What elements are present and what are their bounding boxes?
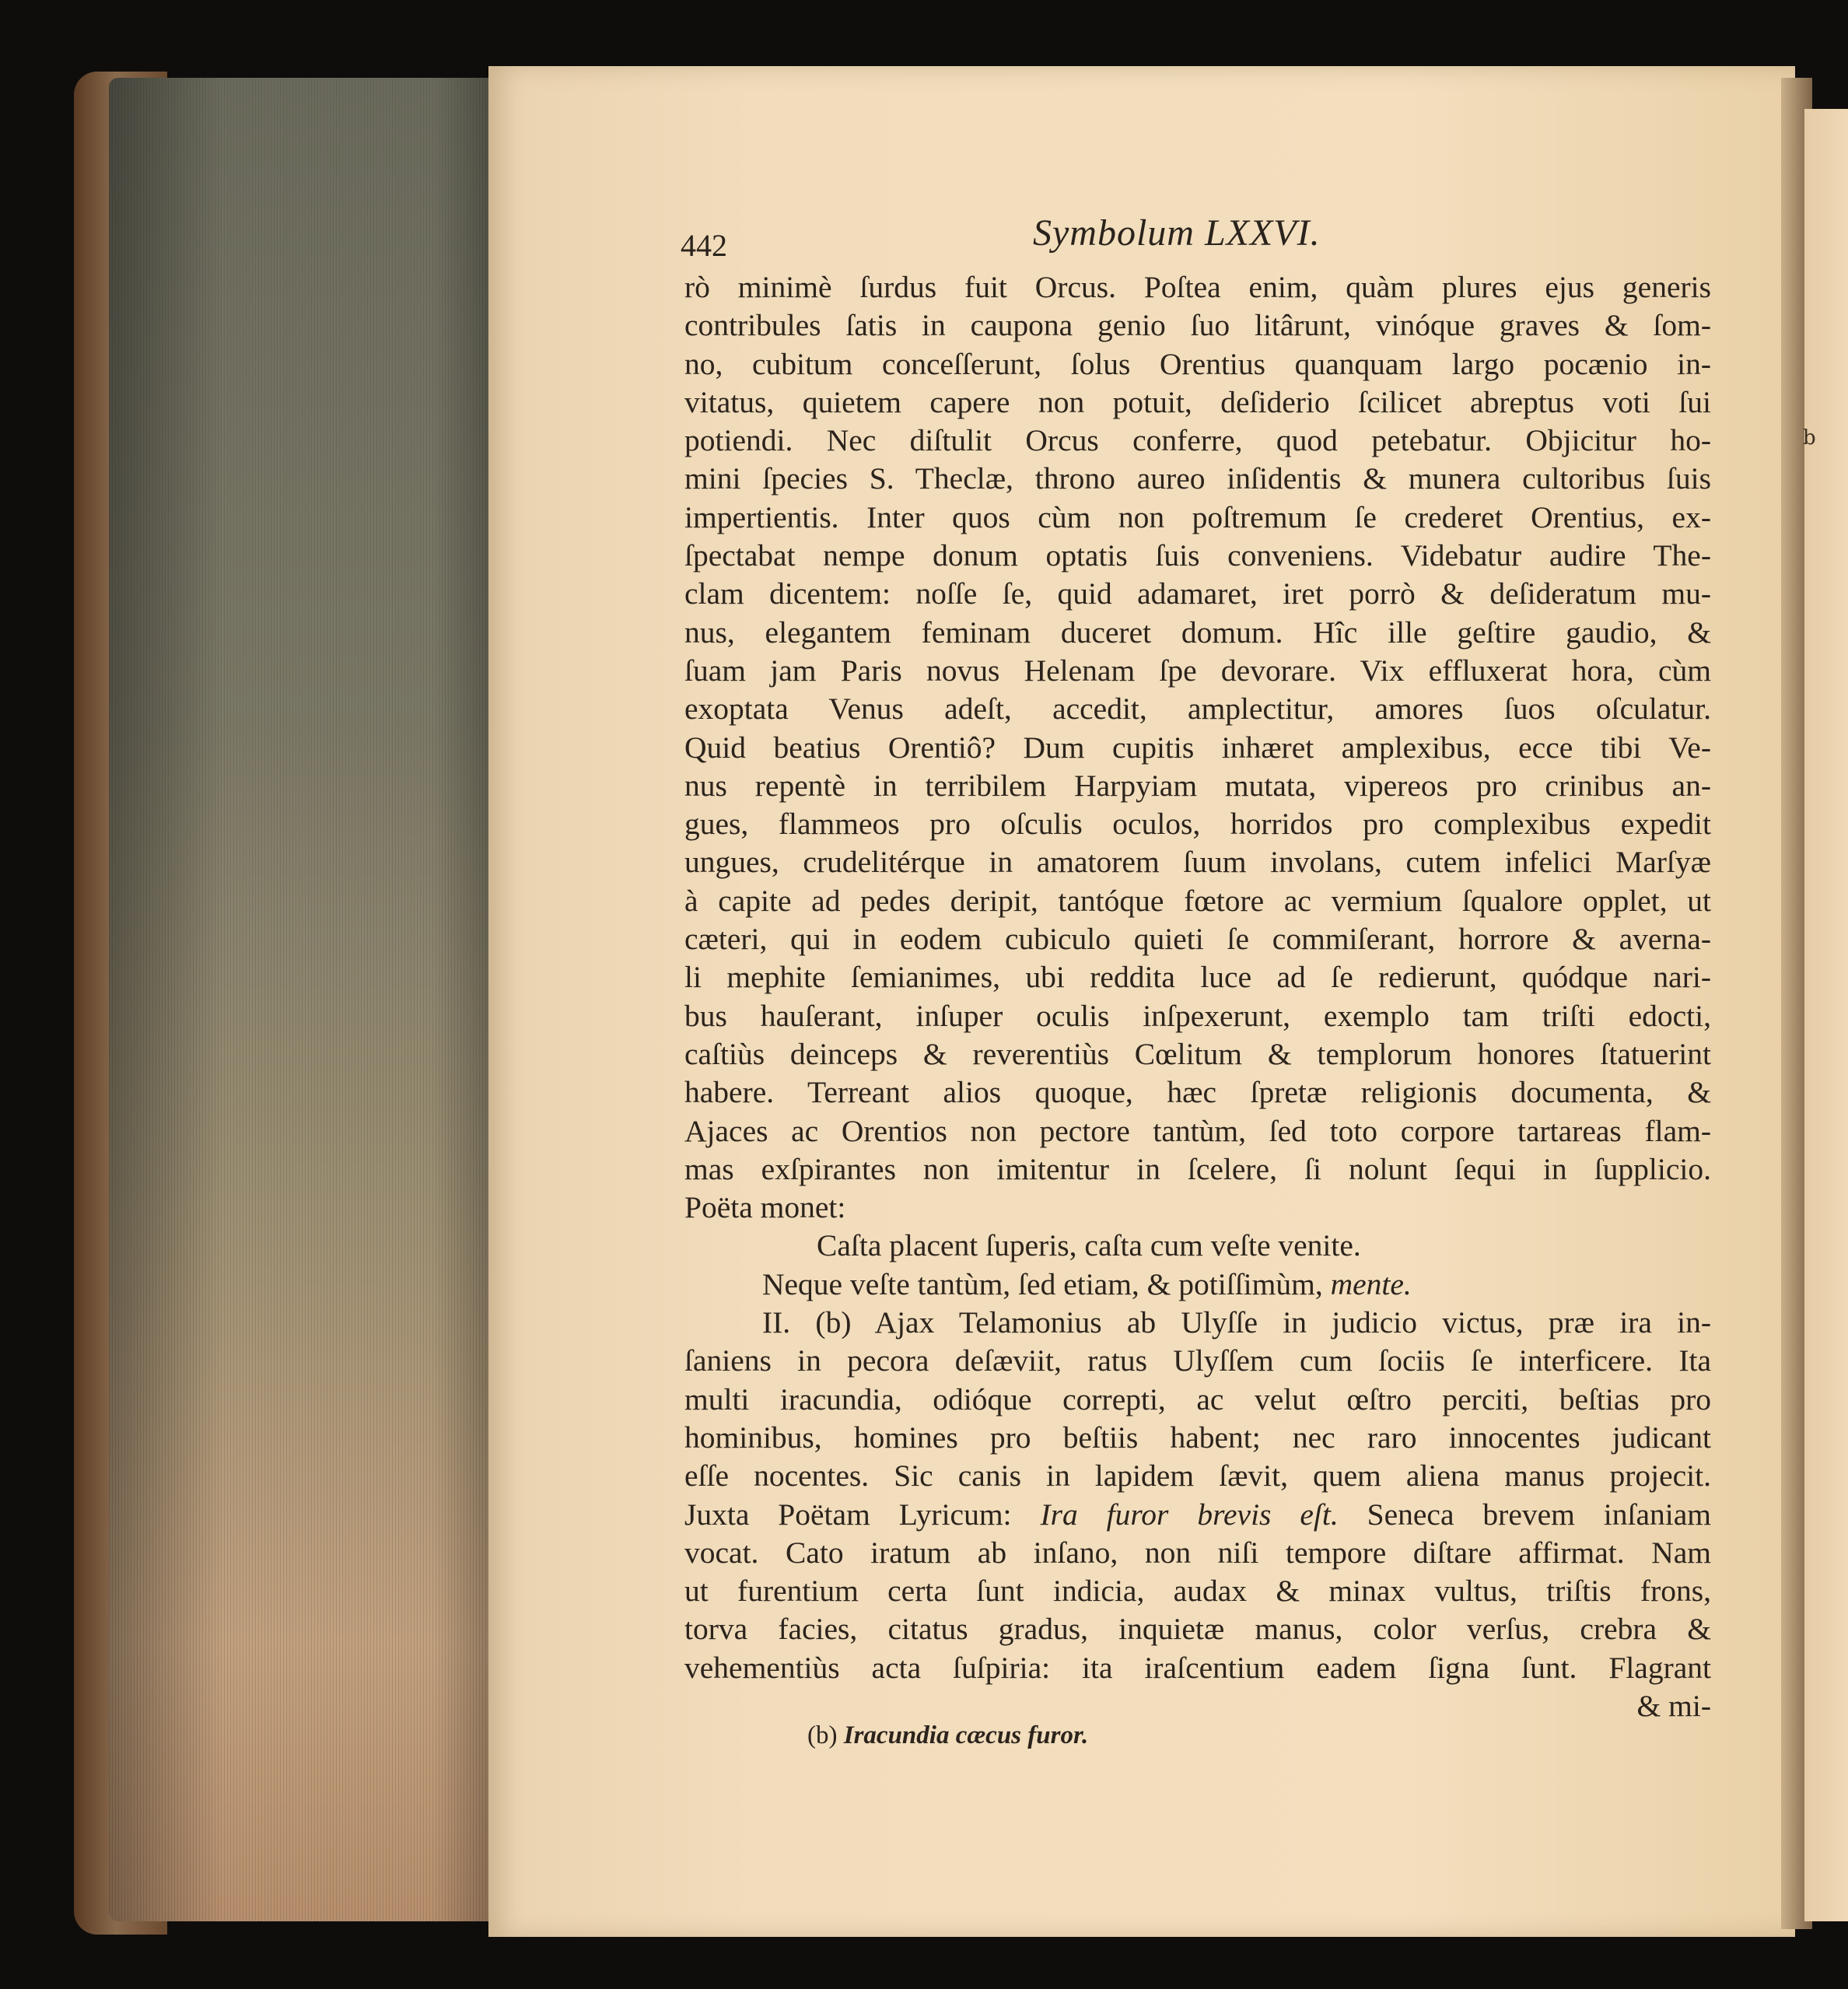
running-head: Symbolum LXXVI. [1033, 212, 1321, 254]
text-line: mas exſpirantes non imitentur in ſcelere, ſi nolunt ſequi in ſupplicio. [684, 1151, 1711, 1186]
page-number: 442 [681, 228, 727, 263]
footnote-text: Iracundia cæcus furor. [843, 1721, 1089, 1749]
text-line: ſpectabat nempe donum optatis ſuis conveniens. Videbatur audire The- [684, 538, 1711, 573]
page-edges-shadow [109, 78, 490, 1921]
text-line: exoptata Venus adeſt, accedit, amplectitur, amores ſuos oſculatur. [684, 692, 1711, 727]
text-line: gues, flammeos pro oſculis oculos, horridos pro complexibus expedit [684, 807, 1711, 842]
text-segment: Seneca brevem inſaniam [1338, 1497, 1712, 1532]
text-line: li mephite ſemianimes, ubi reddita luce ad ſe redierunt, quódque nari- [684, 960, 1711, 995]
text-line: vehementiùs acta ſuſpiria: ita iraſcentium eadem ſigna ſunt. Flagrant [684, 1650, 1711, 1685]
text-line [684, 1266, 1711, 1304]
text-line: Quid beatius Orentiô? Dum cupitis inhæret amplexibus, ecce tibi Ve- [684, 730, 1711, 765]
text-line: no, cubitum conceſſerunt, ſolus Orentius quanquam largo pocænio in- [684, 346, 1711, 381]
text-line: ut furentium certa ſunt indicia, audax & minax vultus, triſtis frons, [684, 1574, 1711, 1609]
text-line: rò minimè ſurdus fuit Orcus. Poſtea enim, quàm plures ejus generis [684, 270, 1711, 304]
text-line: nus, elegantem feminam duceret domum. Hîc ille geſtire gaudio, & [684, 615, 1711, 650]
text-line: ungues, crudelitérque in amatorem ſuum involans, cutem infelici Marſyæ [684, 845, 1711, 880]
italic-word: mente. [1330, 1266, 1412, 1301]
footnote-marker: (b) [807, 1721, 844, 1749]
catchword: & mi- [1636, 1688, 1711, 1723]
text-segment: Juxta Poëtam Lyricum: [684, 1497, 1041, 1532]
facing-page-mark: b [1803, 426, 1816, 450]
text-line: eſſe nocentes. Sic canis in lapidem ſævit, quem aliena manus projecit. [684, 1458, 1711, 1494]
text-segment: Neque veſte tantùm, ſed etiam, & potiſſimùm, [762, 1266, 1331, 1301]
text-line: ſuam jam Paris novus Helenam ſpe devorare. Vix effluxerat hora, cùm [684, 653, 1711, 688]
text-line: vocat. Cato iratum ab inſano, non niſi tempore diſtare affirmat. Nam [684, 1535, 1711, 1570]
text-line: vitatus, quietem capere non potuit, deſiderio ſcilicet abreptus voti ſui [684, 384, 1711, 419]
text-line: potiendi. Nec diſtulit Orcus conferre, quod petebatur. Objicitur ho- [684, 423, 1711, 458]
text-line: caſtiùs deinceps & reverentiùs Cœlitum & templorum honores ſtatuerint [684, 1036, 1711, 1071]
text-line: habere. Terreant alios quoque, hæc ſpretæ religionis documenta, & [684, 1075, 1711, 1110]
footnote [807, 1721, 1088, 1750]
text-line: Ajaces ac Orentios non pectore tantùm, ſed toto corpore tartareas flam- [684, 1113, 1711, 1148]
verse-line: Caſta placent ſuperis, caſta cum veſte venite. [817, 1228, 1361, 1263]
italic-quote: Ira furor brevis eſt. [1040, 1497, 1339, 1532]
text-line [684, 1496, 1711, 1534]
page-body [684, 268, 1711, 1725]
text-line: torva facies, citatus gradus, inquietæ manus, color verſus, crebra & [684, 1612, 1711, 1647]
text-line: Poëta monet: [684, 1190, 846, 1225]
text-line: bus hauſerant, inſuper oculis inſpexerunt, exemplo tam triſti edocti, [684, 998, 1711, 1033]
text-line: ſaniens in pecora deſæviit, ratus Ulyſſem cum ſociis ſe interficere. Ita [684, 1343, 1711, 1378]
section-start-line: II. (b) Ajax Telamonius ab Ulyſſe in judicio victus, præ ira in- [762, 1305, 1711, 1340]
text-line: clam dicentem: noſſe ſe, quid adamaret, iret porrò & deſideratum mu- [684, 576, 1711, 611]
text-line: nus repentè in terribilem Harpyiam mutata, vipereos pro crinibus an- [684, 768, 1711, 803]
text-line: multi iracundia, odióque correpti, ac velut œſtro perciti, beſtias pro [684, 1381, 1711, 1416]
text-line: impertientis. Inter quos cùm non poſtremum ſe crederet Orentius, ex- [684, 499, 1711, 534]
text-line: mini ſpecies S. Theclæ, throno aureo inſidentis & munera cultoribus ſuis [684, 461, 1711, 496]
text-line: contribules ſatis in caupona genio ſuo litârunt, vinóque graves & ſom- [684, 308, 1711, 343]
text-line: hominibus, homines pro beſtiis habent; nec raro innocentes judicant [684, 1420, 1711, 1455]
facing-page-sliver [1804, 109, 1848, 1921]
text-line: cæteri, qui in eodem cubiculo quieti ſe commiſerant, horrore & averna- [684, 922, 1711, 957]
text-line: à capite ad pedes deripit, tantóque fœtore ac vermium ſqualore opplet, ut [684, 883, 1711, 918]
